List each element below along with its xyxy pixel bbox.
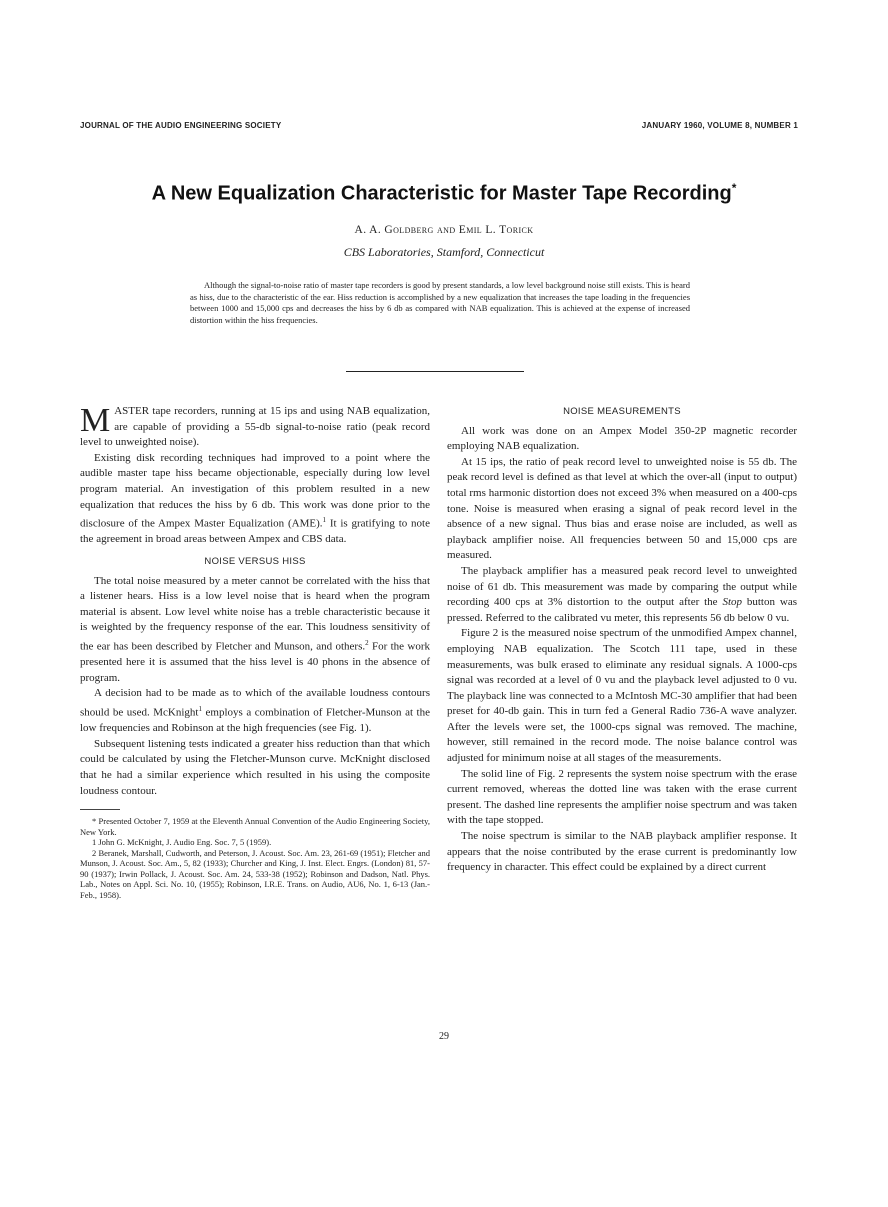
footnote-ref: 2 — [365, 638, 369, 647]
hiss-p1-tail: For the work presented here it is assumed that the hiss level is 40 phons in the absence of program. — [80, 640, 430, 684]
intro-paragraph-2 — [80, 451, 430, 548]
right-column — [447, 404, 797, 876]
footnote-star: * Presented October 7, 1959 at the Eleventh Annual Convention of the Audio Engineering Society, New York. — [80, 816, 430, 837]
measurements-paragraph-3 — [447, 564, 797, 626]
measurements-paragraph-1: All work was done on an Ampex Model 350-2P magnetic recorder employing NAB equalization. — [447, 424, 797, 453]
measurements-paragraph-6: The noise spectrum is similar to the NAB playback amplifier response. It appears that the noise contributed by the erase current is predominantly low frequency in character. This effect could be explained by a direct current — [447, 830, 797, 874]
hiss-p2-text: A decision had to be made as to which of the available loudness contours should be used. McKnight — [80, 687, 430, 719]
hiss-paragraph-3: Subsequent listening tests indicated a greater hiss reduction than that which could be calculated by using the Fletcher-Munson curve. McKnight disclosed that he had a similar experience which resulted in his using the composite loudness contour. — [80, 737, 430, 797]
measurements-paragraph-5: The solid line of Fig. 2 represents the system noise spectrum with the erase current removed, whereas the dotted line was taken with the erase current present. The dashed line represents the amplifier noise spectrum and was taken with the tape stopped. — [447, 767, 797, 827]
footnote-ref: 1 — [322, 516, 327, 525]
page-number: 29 — [439, 1031, 449, 1042]
measurements-p3-b: button was pressed. Referred to the calibrated vu meter, this represents 56 db below 0 vu. — [447, 596, 797, 624]
intro-p2-text: Existing disk recording techniques had improved to a point where the audible master tape hiss became objectionable, especially during low level program material. An investigation of this problem resulted in a new equalization that reduces the hiss by 6 db. This work was done prior to the disclosure of the Ampex Master Equalization (AME). — [80, 451, 430, 530]
issue-info: JANUARY 1960, VOLUME 8, NUMBER 1 — [641, 121, 798, 130]
measurements-paragraph-4: Figure 2 is the measured noise spectrum of the unmodified Ampex channel, employing NAB equalization. The Scotch 111 tape, used in these measurements, was bulk erased to eliminate any residual signals. A 1000-cps signal was recorded at a level of 0 vu and the playback level adjusted to 0 vu. The playback line was connected to a McIntosh MC-30 amplifier that had been preset for 40-db gain. This in turn fed a General Radio 736-A wave analyzer. After the levels were set, the 1000-cps signal was removed. The machine, however, still remained in the record mode. The noise balance control was adjusted for minimum noise at all stages of the measurements. — [447, 627, 797, 765]
title-footnote-mark: * — [731, 181, 737, 195]
footnote-2: 2 Beranek, Marshall, Cudworth, and Peterson, J. Acoust. Soc. Am. 23, 261-69 (1951); Fletcher and Munson, J. Acoust. Soc. Am., 5, 82 (1933); Churcher and King, J. Inst. Elect. Engrs. (London) 81, 57-90 (1937); Irwin Pollack, J. Acoust. Soc. Am. 24, 533-38 (1952); Robinson and Dadson, Natl. Phys. Lab., Notes on Appl. Sci. No. 10, (1955); Robinson, I.R.E. Trans. on Audio, AU6, No. 1, 6-13 (Jan.-Feb., 1958). — [80, 847, 430, 900]
separator-rule — [346, 371, 524, 372]
footnote-ref: 1 — [198, 705, 202, 713]
measurements-p3-a: The playback amplifier has a measured peak record level to unweighted noise of 61 db. This measurement was made by comparing the output while recording 400 cps at 3% distortion to the output after the — [447, 564, 797, 609]
article-title — [0, 181, 888, 206]
authors: A. A. Goldberg and Emil L. Torick — [354, 224, 534, 236]
hiss-p2-tail: employs a combination of Fletcher-Munson at the low frequencies and Robinson at the high frequencies (see Fig. 1). — [80, 706, 431, 735]
intro-p2-tail: It is gratifying to note the agreement in broad areas between Ampex and CBS data. — [80, 517, 430, 546]
section-heading-noise-measurements: NOISE MEASUREMENTS — [563, 406, 681, 417]
drop-cap: M — [80, 402, 111, 439]
stop-button-term: Stop — [722, 596, 742, 609]
footnotes — [80, 816, 430, 900]
measurements-paragraph-2: At 15 ips, the ratio of peak record level to unweighted noise is 55 db. The peak record level is defined as that level at which the over-all (input to output) total rms harmonic distortion does not exceed 3% when measured on a 400-cps tone. Noise is measured when erasing a signal of peak record level in the absence of a new signal. Thus bias and erase noise are included, as well as playback amplifier noise. All frequencies between 50 and 15,000 cps are measured. — [447, 455, 797, 562]
hiss-paragraph-2 — [80, 686, 430, 736]
footnote-rule — [80, 809, 120, 810]
abstract: Although the signal-to-noise ratio of master tape recorders is good by present standards, a low level background noise still exists. This is heard as hiss, due to the characteristic of the ear. Hiss reduction is accomplished by a new equalization that increases the tape loading in the frequencies between 1000 and 15,000 cps and decreases the hiss by 6 db as compared with NAB equalization. This is achieved at the expense of increased distortion within the hiss frequencies. — [190, 280, 690, 325]
affiliation: CBS Laboratories, Stamford, Connecticut — [343, 245, 545, 259]
hiss-paragraph-1 — [80, 574, 430, 687]
intro-paragraph-1 — [80, 404, 430, 451]
article-title-text: A New Equalization Characteristic for Master Tape Recording — [151, 182, 732, 205]
hiss-p1-text: The total noise measured by a meter cannot be correlated with the hiss that a listener hears. Hiss is a low level noise that is heard when the program material is absent. Low level white noise has a treble characteristic because it is weighted by the frequency response of the ear. This loudness sensitivity of the ear has been described by Fletcher and Munson, and others. — [80, 574, 430, 653]
footnote-1: 1 John G. McKnight, J. Audio Eng. Soc. 7, 5 (1959). — [92, 837, 272, 848]
intro-p1-text: ASTER tape recorders, running at 15 ips and using NAB equalization, are capable of providing a 55-db signal-to-noise ratio (peak record level to unweighted noise). — [80, 405, 430, 449]
section-heading-noise-vs-hiss: NOISE VERSUS HISS — [204, 556, 306, 567]
left-column — [80, 404, 430, 900]
journal-name: JOURNAL OF THE AUDIO ENGINEERING SOCIETY — [80, 121, 282, 130]
